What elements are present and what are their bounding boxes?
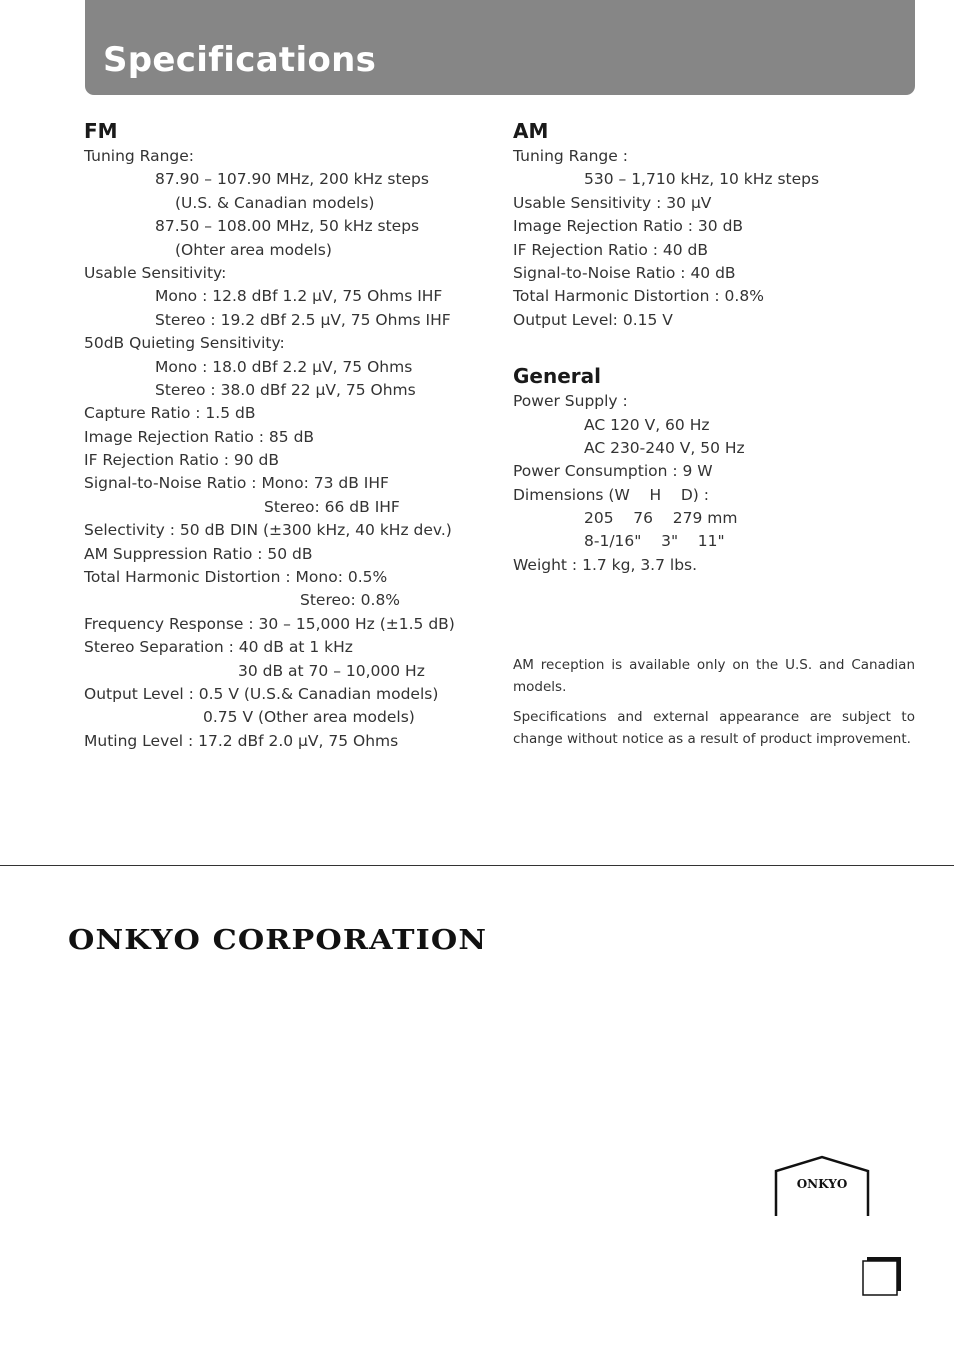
fm-snr-mono: Signal-to-Noise Ratio : Mono: 73 dB IHF [84,474,389,493]
fm-frequency-response: Frequency Response : 30 – 15,000 Hz (±1.5 dB) [84,614,455,633]
am-image-rejection: Image Rejection Ratio : 30 dB [513,217,744,236]
fm-image-rejection: Image Rejection Ratio : 85 dB [84,427,315,446]
fm-output-level-2: 0.75 V (Other area models) [203,708,415,727]
fm-quieting-sensitivity-stereo: Stereo : 38.0 dBf 22 μV, 75 Ohms [155,380,416,399]
fm-quieting-sensitivity-label: 50dB Quieting Sensitivity: [84,334,285,353]
am-tuning-range-label: Tuning Range : [513,147,628,165]
fm-output-level-1: Output Level : 0.5 V (U.S.& Canadian models) [84,684,439,703]
am-tuning-range-value: 530 – 1,710 kHz, 10 kHz steps [584,170,820,189]
fm-tuning-range-line: (U.S. & Canadian models) [175,193,375,212]
general-dimensions-label: Dimensions (W H D) : [513,485,709,504]
fm-snr-stereo: Stereo: 66 dB IHF [264,497,400,516]
onkyo-logo [774,1155,870,1217]
fm-tuning-range-line: (Ohter area models) [175,240,332,259]
general-dimensions-in: 8-1/16" 3" 11" [584,532,725,551]
fm-thd-stereo: Stereo: 0.8% [300,591,401,610]
general-dimensions-mm: 205 76 279 mm [584,509,738,528]
page-title: Specifications [103,40,377,80]
corporation-name: ONKYO CORPORATION [68,925,488,956]
am-reception-note: AM reception is available only on the U.S. and Canadian models. [513,657,915,695]
fm-usable-sensitivity-mono: Mono : 12.8 dBf 1.2 μV, 75 Ohms IHF [155,287,443,306]
notes-block [513,654,915,758]
fm-if-rejection: IF Rejection Ratio : 90 dB [84,451,279,470]
fm-quieting-sensitivity-mono: Mono : 18.0 dBf 2.2 μV, 75 Ohms [155,357,413,376]
fm-usable-sensitivity-label: Usable Sensitivity: [84,263,227,282]
fm-stereo-separation-1: Stereo Separation : 40 dB at 1 kHz [84,638,353,657]
general-heading: General [513,364,601,389]
fm-capture-ratio: Capture Ratio : 1.5 dB [84,404,256,423]
spec-change-note: Specifications and external appearance are subject to change without notice as a result of product improvement. [513,709,915,747]
footer-divider [0,865,954,866]
fm-tuning-range-line: 87.50 – 108.00 MHz, 50 kHz steps [155,217,420,236]
page-corner-icon [861,1255,903,1297]
onkyo-logo-text: ONKYO [796,1177,848,1191]
am-snr: Signal-to-Noise Ratio : 40 dB [513,263,736,282]
fm-heading: FM [84,119,118,143]
fm-stereo-separation-2: 30 dB at 70 – 10,000 Hz [238,661,425,680]
fm-tuning-range-label: Tuning Range: [84,147,195,165]
header-banner [85,0,915,95]
am-output-level: Output Level: 0.15 V [513,310,673,329]
general-power-supply-label: Power Supply : [513,392,628,411]
am-section [513,118,915,577]
general-section [513,363,915,577]
general-power-supply-1: AC 120 V, 60 Hz [584,415,710,434]
fm-am-suppression: AM Suppression Ratio : 50 dB [84,544,313,563]
am-usable-sensitivity: Usable Sensitivity : 30 μV [513,193,712,212]
general-power-consumption: Power Consumption : 9 W [513,462,713,481]
am-if-rejection: IF Rejection Ratio : 40 dB [513,240,708,259]
general-weight: Weight : 1.7 kg, 3.7 lbs. [513,555,698,574]
onkyo-logo-icon [774,1155,870,1217]
am-heading: AM [513,119,549,143]
am-thd: Total Harmonic Distortion : 0.8% [513,287,764,306]
fm-tuning-range-line: 87.90 – 107.90 MHz, 200 kHz steps [155,170,429,189]
fm-muting-level: Muting Level : 17.2 dBf 2.0 μV, 75 Ohms [84,731,399,750]
fm-thd-mono: Total Harmonic Distortion : Mono: 0.5% [84,568,388,587]
fm-usable-sensitivity-stereo: Stereo : 19.2 dBf 2.5 μV, 75 Ohms IHF [155,310,451,329]
page-corner-mark [861,1255,903,1297]
fm-section [84,118,484,753]
general-power-supply-2: AC 230-240 V, 50 Hz [584,438,745,457]
fm-selectivity: Selectivity : 50 dB DIN (±300 kHz, 40 kHz dev.) [84,521,452,540]
